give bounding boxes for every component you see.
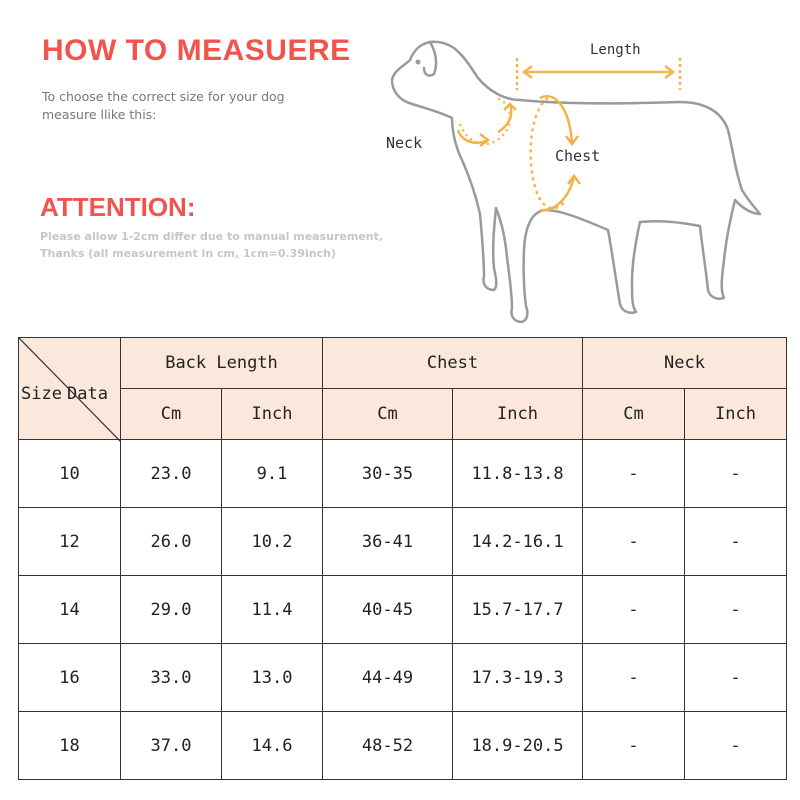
table-cell: 10.2 (222, 508, 323, 576)
table-cell: - (685, 576, 787, 644)
table-row (19, 644, 787, 712)
heading: HOW TO MEASUERE (42, 34, 351, 67)
size-cell: 10 (19, 440, 121, 508)
table-cell: - (583, 508, 685, 576)
table-cell: - (583, 712, 685, 780)
group-header-chest: Chest (323, 338, 583, 389)
table-cell: 36-41 (323, 508, 453, 576)
table-cell: 13.0 (222, 644, 323, 712)
table-cell: 37.0 (121, 712, 222, 780)
table-cell: 14.6 (222, 712, 323, 780)
table-cell: 44-49 (323, 644, 453, 712)
group-header-back-length: Back Length (121, 338, 323, 389)
table-cell: 48-52 (323, 712, 453, 780)
table-cell: 11.4 (222, 576, 323, 644)
subtitle: To choose the correct size for your dog measure llike this: (42, 89, 285, 122)
corner-size-label: Size (21, 384, 62, 404)
table-cell: 30-35 (323, 440, 453, 508)
table-row (19, 440, 787, 508)
neck-label: Neck (386, 134, 423, 152)
attention-line-2: Thanks (all measurement in cm, 1cm=0.39inch) (40, 247, 336, 260)
table-cell: 17.3-19.3 (453, 644, 583, 712)
unit-header: Inch (685, 389, 787, 440)
table-cell: 14.2-16.1 (453, 508, 583, 576)
length-label: Length (590, 42, 641, 58)
attention-title: ATTENTION: (40, 192, 196, 222)
unit-header: Cm (323, 389, 453, 440)
table-cell: - (583, 440, 685, 508)
group-header-neck: Neck (583, 338, 787, 389)
attention-note (40, 228, 420, 262)
corner-data-label: Data (67, 384, 108, 404)
attention-line-1: Please allow 1-2cm differ due to manual measurement, (40, 230, 384, 243)
table-cell: 40-45 (323, 576, 453, 644)
table-row (19, 508, 787, 576)
table-cell: 23.0 (121, 440, 222, 508)
size-cell: 16 (19, 644, 121, 712)
corner-cell (19, 338, 121, 440)
table-cell: - (685, 440, 787, 508)
table-cell: - (583, 576, 685, 644)
unit-header: Inch (453, 389, 583, 440)
table-row (19, 712, 787, 780)
size-table (18, 337, 787, 780)
table-cell: 11.8-13.8 (453, 440, 583, 508)
table-cell: 18.9-20.5 (453, 712, 583, 780)
table-cell: - (685, 712, 787, 780)
dog-measurement-diagram (380, 28, 780, 328)
size-cell: 18 (19, 712, 121, 780)
unit-header-row (19, 389, 787, 440)
dog-ear (424, 42, 436, 76)
dog-outline (392, 42, 760, 322)
unit-header: Inch (222, 389, 323, 440)
table-row (19, 576, 787, 644)
table-cell: 9.1 (222, 440, 323, 508)
chest-label: Chest (555, 147, 601, 165)
group-header-row (19, 338, 787, 389)
size-cell: 14 (19, 576, 121, 644)
unit-header: Cm (121, 389, 222, 440)
neck-arrowhead (480, 134, 488, 146)
table-cell: - (685, 508, 787, 576)
unit-header: Cm (583, 389, 685, 440)
dog-eye (416, 60, 421, 65)
table-cell: 15.7-17.7 (453, 576, 583, 644)
table-cell: 33.0 (121, 644, 222, 712)
table-cell: - (583, 644, 685, 712)
table-cell: 29.0 (121, 576, 222, 644)
table-cell: 26.0 (121, 508, 222, 576)
size-cell: 12 (19, 508, 121, 576)
table-cell: - (685, 644, 787, 712)
